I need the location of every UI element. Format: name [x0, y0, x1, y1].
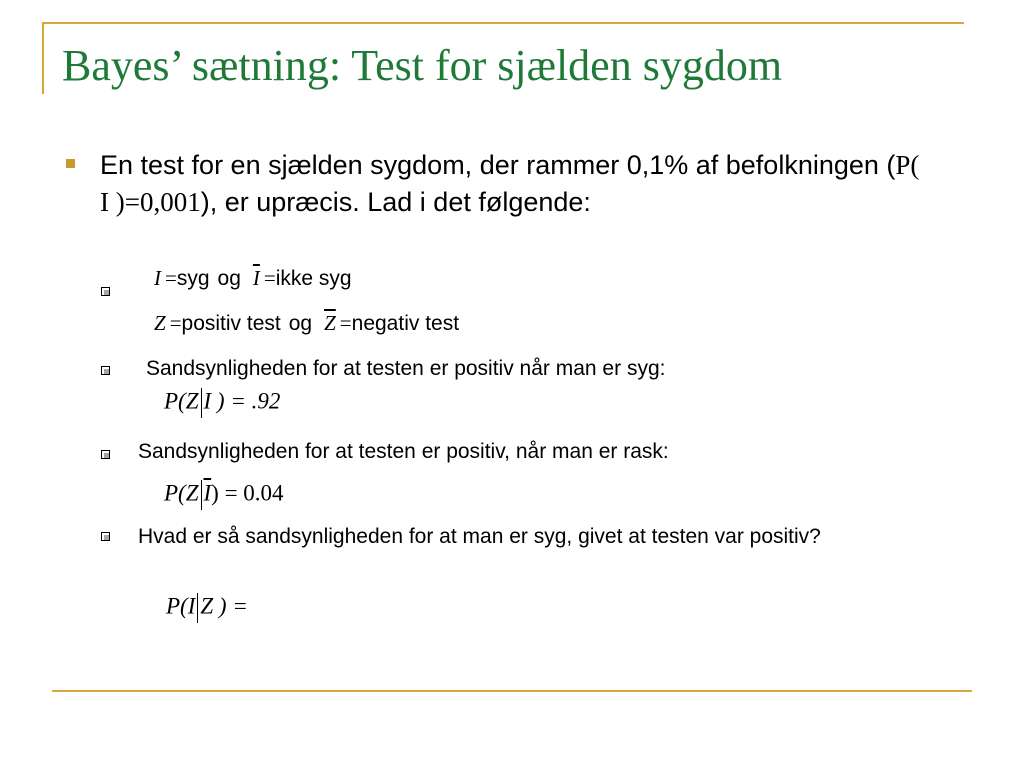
frame-top-line: [42, 22, 964, 24]
item-3-formula: [166, 593, 248, 623]
def-row-1: [154, 266, 352, 291]
var-i: I: [154, 266, 161, 290]
item-2-formula: [164, 480, 284, 510]
equals: =: [339, 311, 352, 335]
intro-text-b: ), er upræcis. Lad i det følgende:: [200, 187, 591, 217]
intro-formula: P( I )=0,001: [100, 150, 920, 217]
formula-pre: P(Z: [164, 480, 199, 506]
checkbox-bullet-icon: [101, 287, 110, 296]
equals: =: [263, 266, 276, 290]
formula-post: ) = 0.04: [211, 480, 284, 506]
def-positiv-test: positiv test: [181, 312, 281, 335]
checkbox-bullet-icon: [101, 366, 110, 375]
item-1-formula: [164, 388, 280, 418]
slide-title: Bayes’ sætning: Test for sjælden sygdom: [62, 41, 783, 90]
checkbox-bullet-icon: [101, 532, 110, 541]
item-2-text: Sandsynligheden for at testen er positiv, når man er rask:: [138, 440, 669, 463]
intro-text-a: En test for en sjælden sygdom, der rammer 0,1% af befolkningen (: [100, 150, 896, 180]
def-row-2: [154, 311, 459, 336]
var-i-bar: $\overline{I}$: [203, 480, 212, 506]
var-z: Z: [154, 311, 166, 335]
given-bar: [201, 480, 202, 510]
frame-left-line: [42, 22, 44, 94]
formula-post: Z ) =: [200, 593, 248, 619]
def-ikke-syg: ikke syg: [275, 267, 352, 290]
square-bullet-icon: [66, 159, 75, 168]
def-negativ-test: negativ test: [351, 312, 460, 335]
equals: =: [169, 311, 182, 335]
formula-pre: P(Z: [164, 388, 199, 414]
def-syg: syg: [176, 267, 210, 290]
equals: =: [165, 266, 177, 290]
def-og: og: [217, 267, 241, 290]
formula-pre: P(I: [166, 593, 196, 619]
item-1-text: Sandsynligheden for at testen er positiv når man er syg:: [146, 357, 666, 380]
def-og: og: [288, 312, 313, 335]
given-bar: [197, 593, 198, 623]
given-bar: [201, 388, 202, 418]
intro-paragraph: [100, 147, 920, 221]
formula-post: I ) = .92: [203, 388, 281, 414]
checkbox-bullet-icon: [101, 450, 110, 459]
var-z-bar: $\overline{Z}$: [324, 311, 336, 335]
frame-bottom-line: [52, 690, 972, 692]
var-i-bar: $\overline{I}$: [252, 266, 260, 290]
item-3-text: Hvad er så sandsynligheden for at man er syg, givet at testen var positiv?: [138, 525, 821, 548]
